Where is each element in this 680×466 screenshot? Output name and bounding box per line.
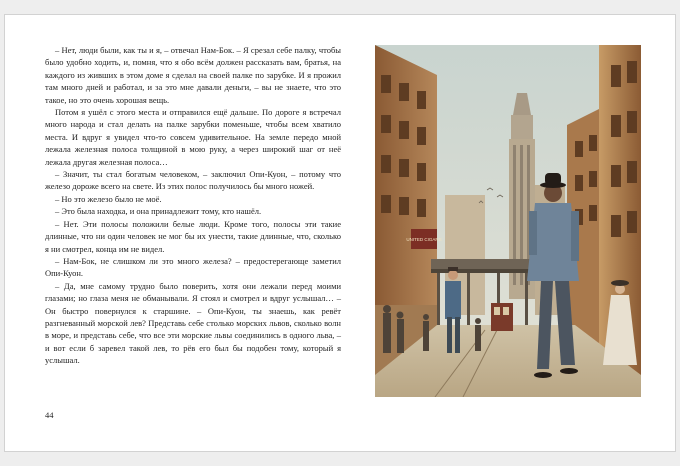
- paragraph: – Нет. Эти полосы положили белые люди. Кроме того, полосы эти такие длинные, что ни один человек не мог бы их унести, такие длинные, что, сколько я ни смотрел, конца им не видел.: [45, 218, 341, 254]
- tram: [491, 303, 513, 331]
- street-scene-illustration: [375, 45, 641, 397]
- body-text: [45, 44, 341, 367]
- paragraph: Потом я ушёл с этого места и отправился ещё дальше. По дороге я встречал много народа и стал делать на палке зарубки поменьше, чтобы всем хватило места. И вдруг я увидел что-то совсем удивительное. На земле передо мной лежала железная полоса толщиной в мою руку, а через широкий шаг от неё лежала другая железная полоса…: [45, 107, 341, 167]
- shop-sign: UNITED CIGARS: [406, 237, 442, 242]
- paragraph: – Да, мне самому трудно было поверить, хотя они лежали перед моими глазами; но глаза меня не обманывали. Я стоял и смотрел и вдруг услышал… – Он быстро повернулся к старшине. – Опи-Куон, ты знаешь, как ревёт разгневанный морской лев? Представь себе столько морских львов, сколько волн в море, и представь себе, что все эти морские львы соединились в одного льва, – и вот если б заревел такой лев, то рёв его был бы подобен тому, который я услышал.: [45, 280, 341, 366]
- paragraph: – Значит, ты стал богатым человеком, – заключил Опи-Куон, – потому что железо дороже всего на свете. Из этих полос получилось бы много ножей.: [45, 169, 341, 192]
- page-number: 44: [45, 410, 54, 420]
- paragraph: – Но это железо было не моё.: [55, 193, 162, 204]
- paragraph: – Это была находка, и она принадлежит тому, кто нашёл.: [55, 206, 262, 217]
- paragraph: – Нам-Бок, не слишком ли это много железа? – предостерегающе заметил Опи-Куон.: [45, 255, 341, 279]
- paragraph: – Нет, люди были, как ты и я, – отвечал Нам-Бок. – Я срезал себе палку, чтобы было удобно ходить, и, помня, что я обо всём должен рассказать вам, братья, на каждого из живших в этом доме я сделал на своей палке по зарубке. И я прожил там много дней и работал, и за это мне давали деньги, – вы не знаете, что это такое, но это очень хорошая вещь.: [45, 45, 341, 105]
- book-spread: [4, 14, 676, 452]
